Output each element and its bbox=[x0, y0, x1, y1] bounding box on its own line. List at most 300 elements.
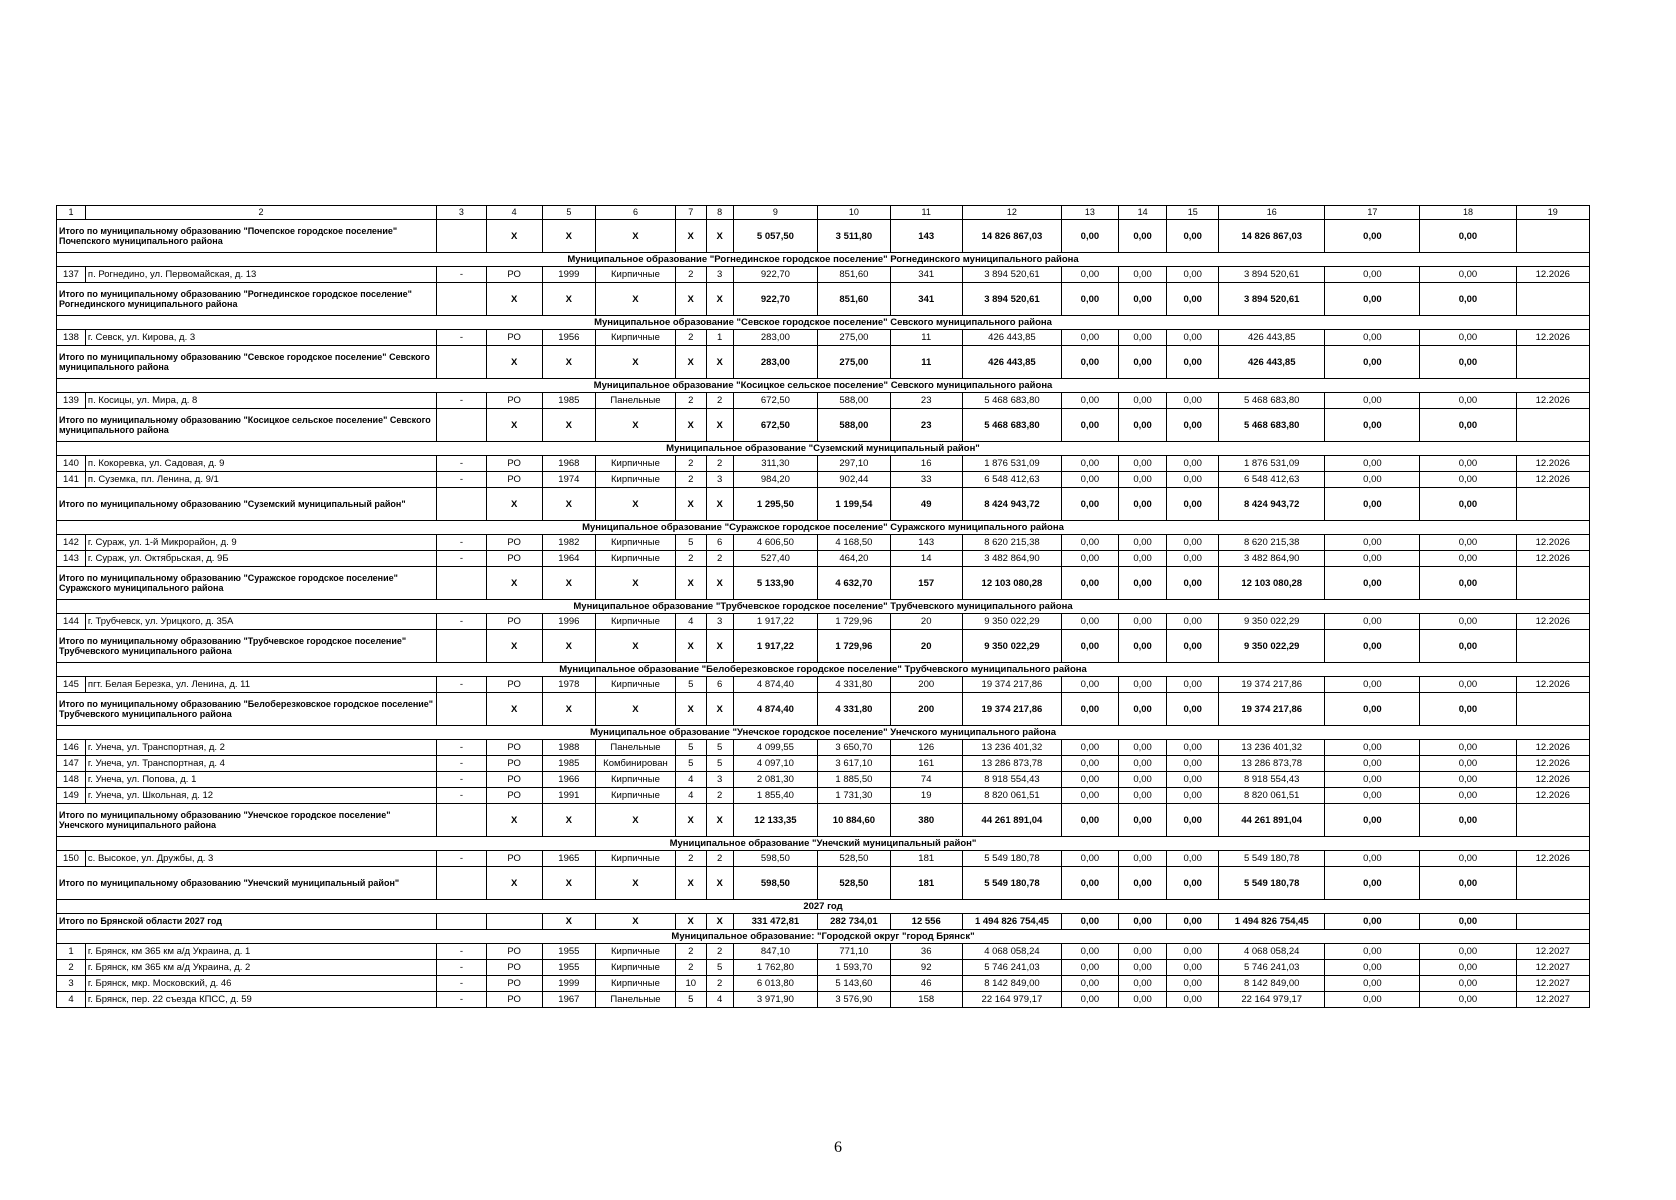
table-cell: 6 bbox=[596, 206, 676, 220]
table-cell: 1 593,70 bbox=[818, 960, 890, 976]
table-cell: 146 bbox=[57, 740, 86, 756]
table-cell: Кирпичные bbox=[596, 535, 676, 551]
table-cell: 0,00 bbox=[1118, 393, 1167, 409]
table-cell: 5 746 241,03 bbox=[1219, 960, 1325, 976]
table-cell: 1 bbox=[57, 206, 86, 220]
table-cell: 6 bbox=[706, 535, 733, 551]
table-cell: 2 081,30 bbox=[733, 772, 818, 788]
table-cell: 0,00 bbox=[1118, 992, 1167, 1008]
table-cell: 8 142 849,00 bbox=[1219, 976, 1325, 992]
table-cell: 984,20 bbox=[733, 472, 818, 488]
table-cell: 147 bbox=[57, 756, 86, 772]
table-cell: 0,00 bbox=[1167, 456, 1219, 472]
table-cell: X bbox=[486, 488, 542, 521]
table-cell: 598,50 bbox=[733, 851, 818, 867]
table-cell: п. Рогнедино, ул. Первомайская, д. 13 bbox=[85, 267, 436, 283]
table-cell: 0,00 bbox=[1420, 788, 1516, 804]
table-cell: 2 bbox=[675, 330, 706, 346]
table-cell: 0,00 bbox=[1420, 393, 1516, 409]
table-cell: 0,00 bbox=[1167, 992, 1219, 1008]
table-row bbox=[57, 944, 1590, 960]
table-cell: 0,00 bbox=[1325, 960, 1420, 976]
table-cell: 0,00 bbox=[1325, 851, 1420, 867]
table-cell: 0,00 bbox=[1118, 456, 1167, 472]
subtotal-row bbox=[57, 630, 1590, 663]
table-cell: 1965 bbox=[542, 851, 596, 867]
table-cell: 23 bbox=[890, 393, 962, 409]
table-cell: X bbox=[675, 914, 706, 930]
table-cell: 5 bbox=[675, 677, 706, 693]
table-cell: 36 bbox=[890, 944, 962, 960]
table-cell: X bbox=[542, 693, 596, 726]
table-cell: п. Кокоревка, ул. Садовая, д. 9 bbox=[85, 456, 436, 472]
table-cell: 12.2026 bbox=[1516, 614, 1590, 630]
table-cell: 0,00 bbox=[1420, 867, 1516, 900]
table-cell: - bbox=[437, 976, 487, 992]
table-cell: 9 350 022,29 bbox=[962, 614, 1061, 630]
table-cell: 4 874,40 bbox=[733, 677, 818, 693]
table-cell: 0,00 bbox=[1420, 630, 1516, 663]
table-cell: 0,00 bbox=[1118, 346, 1167, 379]
table-cell: 19 374 217,86 bbox=[1219, 677, 1325, 693]
table-cell: Кирпичные bbox=[596, 330, 676, 346]
table-cell: 4 bbox=[675, 788, 706, 804]
table-cell: 14 826 867,03 bbox=[962, 220, 1061, 253]
table-cell: с. Высокое, ул. Дружбы, д. 3 bbox=[85, 851, 436, 867]
table-cell: Кирпичные bbox=[596, 267, 676, 283]
table-cell: 0,00 bbox=[1167, 567, 1219, 600]
table-cell: 0,00 bbox=[1420, 851, 1516, 867]
table-cell: X bbox=[542, 804, 596, 837]
table-cell: 148 bbox=[57, 772, 86, 788]
table-cell: 771,10 bbox=[818, 944, 890, 960]
table-cell: 200 bbox=[890, 693, 962, 726]
table-cell: 0,00 bbox=[1325, 788, 1420, 804]
table-cell: Итого по муниципальному образованию "Почепское городское поселение" Почепского муниципального района bbox=[57, 220, 437, 253]
table-cell: 0,00 bbox=[1062, 535, 1119, 551]
section-heading-row bbox=[57, 600, 1590, 614]
table-cell: г. Брянск, км 365 км а/д Украина, д. 2 bbox=[85, 960, 436, 976]
table-cell: 2027 год bbox=[57, 900, 1590, 914]
table-cell: 0,00 bbox=[1167, 756, 1219, 772]
table-cell: 0,00 bbox=[1325, 740, 1420, 756]
table-cell: X bbox=[675, 804, 706, 837]
table-cell: 4 606,50 bbox=[733, 535, 818, 551]
table-cell: X bbox=[675, 567, 706, 600]
table-cell: 0,00 bbox=[1118, 944, 1167, 960]
table-cell: 11 bbox=[890, 206, 962, 220]
table-cell: 1988 bbox=[542, 740, 596, 756]
table-cell: 12.2026 bbox=[1516, 330, 1590, 346]
table-cell: 0,00 bbox=[1167, 867, 1219, 900]
subtotal-row bbox=[57, 283, 1590, 316]
table-cell: 0,00 bbox=[1118, 851, 1167, 867]
table-cell: 13 236 401,32 bbox=[962, 740, 1061, 756]
table-cell: 6 548 412,63 bbox=[962, 472, 1061, 488]
table-cell: 0,00 bbox=[1325, 220, 1420, 253]
table-cell: 341 bbox=[890, 267, 962, 283]
table-cell: РО bbox=[486, 551, 542, 567]
table-cell: 1 876 531,09 bbox=[1219, 456, 1325, 472]
table-cell: 0,00 bbox=[1167, 472, 1219, 488]
table-cell: 380 bbox=[890, 804, 962, 837]
table-cell: 283,00 bbox=[733, 346, 818, 379]
table-cell: Кирпичные bbox=[596, 551, 676, 567]
table-cell: 142 bbox=[57, 535, 86, 551]
table-cell: 0,00 bbox=[1325, 772, 1420, 788]
table-cell bbox=[1516, 914, 1590, 930]
table-cell: 2 bbox=[706, 456, 733, 472]
table-cell: 0,00 bbox=[1062, 693, 1119, 726]
grand-total-row bbox=[57, 914, 1590, 930]
table-cell: 0,00 bbox=[1062, 346, 1119, 379]
table-cell: 0,00 bbox=[1167, 693, 1219, 726]
table-cell: X bbox=[542, 346, 596, 379]
table-cell: 1 729,96 bbox=[818, 614, 890, 630]
table-cell: 1 917,22 bbox=[733, 614, 818, 630]
table-cell: 331 472,81 bbox=[733, 914, 818, 930]
table-cell: 0,00 bbox=[1325, 693, 1420, 726]
table-cell: 0,00 bbox=[1062, 804, 1119, 837]
table-cell: Муниципальное образование "Трубчевское городское поселение" Трубчевского муниципального района bbox=[57, 600, 1590, 614]
table-cell: 0,00 bbox=[1420, 283, 1516, 316]
table-cell: 528,50 bbox=[818, 867, 890, 900]
table-cell: 12 103 080,28 bbox=[1219, 567, 1325, 600]
table-cell: 0,00 bbox=[1420, 472, 1516, 488]
table-cell: 0,00 bbox=[1420, 614, 1516, 630]
table-cell bbox=[1516, 630, 1590, 663]
table-cell: 14 bbox=[890, 551, 962, 567]
table-cell: 2 bbox=[675, 551, 706, 567]
table-cell: 4 bbox=[675, 614, 706, 630]
table-cell: 5 bbox=[706, 756, 733, 772]
table-cell: 598,50 bbox=[733, 867, 818, 900]
table-cell: 13 286 873,78 bbox=[1219, 756, 1325, 772]
table-cell: 145 bbox=[57, 677, 86, 693]
table-cell: 922,70 bbox=[733, 267, 818, 283]
table-cell: Муниципальное образование "Унечский муниципальный район" bbox=[57, 837, 1590, 851]
table-cell: X bbox=[706, 804, 733, 837]
table-cell: X bbox=[486, 409, 542, 442]
table-cell: - bbox=[437, 756, 487, 772]
table-cell: 9 350 022,29 bbox=[962, 630, 1061, 663]
table-cell: X bbox=[486, 346, 542, 379]
table-cell bbox=[437, 804, 487, 837]
table-cell: 0,00 bbox=[1325, 267, 1420, 283]
table-cell: г. Брянск, мкр. Московский, д. 46 bbox=[85, 976, 436, 992]
table-cell: 16 bbox=[890, 456, 962, 472]
table-cell: 0,00 bbox=[1420, 914, 1516, 930]
subtotal-row bbox=[57, 867, 1590, 900]
table-cell: 7 bbox=[675, 206, 706, 220]
table-cell: 0,00 bbox=[1420, 976, 1516, 992]
table-cell: 0,00 bbox=[1062, 614, 1119, 630]
table-cell: 0,00 bbox=[1062, 756, 1119, 772]
table-cell: Итого по муниципальному образованию "Унечский муниципальный район" bbox=[57, 867, 437, 900]
table-cell: 0,00 bbox=[1325, 330, 1420, 346]
table-cell: X bbox=[675, 630, 706, 663]
table-cell: 2 bbox=[706, 551, 733, 567]
table-cell: X bbox=[675, 867, 706, 900]
table-cell: 1 295,50 bbox=[733, 488, 818, 521]
table-cell: 851,60 bbox=[818, 267, 890, 283]
table-cell: 10 bbox=[675, 976, 706, 992]
table-cell: 4 874,40 bbox=[733, 693, 818, 726]
table-cell: 0,00 bbox=[1062, 551, 1119, 567]
table-cell: X bbox=[706, 867, 733, 900]
table-cell: X bbox=[596, 630, 676, 663]
table-cell: 0,00 bbox=[1062, 772, 1119, 788]
table-cell: 0,00 bbox=[1062, 788, 1119, 804]
table-cell bbox=[1516, 283, 1590, 316]
table-cell: 0,00 bbox=[1325, 456, 1420, 472]
table-cell: 0,00 bbox=[1118, 630, 1167, 663]
table-cell: X bbox=[542, 409, 596, 442]
table-row bbox=[57, 976, 1590, 992]
table-cell: 3 576,90 bbox=[818, 992, 890, 1008]
table-cell: 3 650,70 bbox=[818, 740, 890, 756]
table-cell: 33 bbox=[890, 472, 962, 488]
table-cell: 6 013,80 bbox=[733, 976, 818, 992]
table-cell: 0,00 bbox=[1118, 740, 1167, 756]
subtotal-row bbox=[57, 220, 1590, 253]
table-cell: 0,00 bbox=[1062, 393, 1119, 409]
table-cell: 13 236 401,32 bbox=[1219, 740, 1325, 756]
table-cell: 0,00 bbox=[1167, 788, 1219, 804]
table-cell: X bbox=[542, 867, 596, 900]
table-cell: г. Унеча, ул. Попова, д. 1 bbox=[85, 772, 436, 788]
table-cell: РО bbox=[486, 976, 542, 992]
table-cell: 0,00 bbox=[1325, 346, 1420, 379]
table-body bbox=[57, 206, 1590, 1008]
table-cell: 0,00 bbox=[1167, 283, 1219, 316]
section-heading-row bbox=[57, 930, 1590, 944]
table-cell: 5 468 683,80 bbox=[1219, 409, 1325, 442]
table-cell: 0,00 bbox=[1325, 567, 1420, 600]
table-cell: 138 bbox=[57, 330, 86, 346]
table-cell: 5 bbox=[675, 740, 706, 756]
table-cell: 12.2026 bbox=[1516, 456, 1590, 472]
table-cell: 311,30 bbox=[733, 456, 818, 472]
table-cell: X bbox=[706, 283, 733, 316]
table-cell: X bbox=[706, 488, 733, 521]
table-row bbox=[57, 740, 1590, 756]
table-cell: 0,00 bbox=[1118, 488, 1167, 521]
table-cell: X bbox=[596, 693, 676, 726]
table-cell: 464,20 bbox=[818, 551, 890, 567]
table-cell: 12.2026 bbox=[1516, 772, 1590, 788]
table-cell: 0,00 bbox=[1062, 944, 1119, 960]
table-cell: 2 bbox=[675, 944, 706, 960]
table-cell: X bbox=[596, 409, 676, 442]
table-cell: 4 168,50 bbox=[818, 535, 890, 551]
table-cell: 4 068 058,24 bbox=[962, 944, 1061, 960]
table-cell: 157 bbox=[890, 567, 962, 600]
table-cell: пгт. Белая Березка, ул. Ленина, д. 11 bbox=[85, 677, 436, 693]
table-cell: Итого по муниципальному образованию "Унечское городское поселение" Унечского муниципального района bbox=[57, 804, 437, 837]
table-cell: РО bbox=[486, 772, 542, 788]
table-row bbox=[57, 788, 1590, 804]
table-cell: X bbox=[706, 914, 733, 930]
table-cell: 0,00 bbox=[1167, 330, 1219, 346]
table-cell: 44 261 891,04 bbox=[962, 804, 1061, 837]
table-cell: 126 bbox=[890, 740, 962, 756]
table-cell: 5 549 180,78 bbox=[1219, 851, 1325, 867]
table-cell: 0,00 bbox=[1062, 960, 1119, 976]
table-cell: г. Сураж, ул. Октябрьская, д. 9Б bbox=[85, 551, 436, 567]
table-cell: 3 bbox=[437, 206, 487, 220]
subtotal-row bbox=[57, 346, 1590, 379]
table-cell: Муниципальное образование "Унечское городское поселение" Унечского муниципального района bbox=[57, 726, 1590, 740]
table-cell: 5 bbox=[706, 740, 733, 756]
table-cell: 0,00 bbox=[1167, 220, 1219, 253]
table-cell: 2 bbox=[706, 976, 733, 992]
table-cell: 0,00 bbox=[1118, 976, 1167, 992]
table-cell: 6 bbox=[706, 677, 733, 693]
table-cell: Итого по муниципальному образованию "Косицкое сельское поселение" Севского муниципального района bbox=[57, 409, 437, 442]
table-cell: 0,00 bbox=[1420, 992, 1516, 1008]
table-cell: 0,00 bbox=[1325, 914, 1420, 930]
table-cell: 74 bbox=[890, 772, 962, 788]
table-cell: 282 734,01 bbox=[818, 914, 890, 930]
table-cell: 0,00 bbox=[1118, 914, 1167, 930]
table-cell: 0,00 bbox=[1325, 756, 1420, 772]
table-cell: 0,00 bbox=[1167, 677, 1219, 693]
table-cell bbox=[437, 488, 487, 521]
table-cell: X bbox=[596, 804, 676, 837]
table-cell: 12.2026 bbox=[1516, 756, 1590, 772]
table-cell: 11 bbox=[890, 330, 962, 346]
table-cell: 12 bbox=[962, 206, 1061, 220]
table-cell: 0,00 bbox=[1062, 867, 1119, 900]
table-row bbox=[57, 756, 1590, 772]
table-cell: 8 bbox=[706, 206, 733, 220]
table-cell: 426 443,85 bbox=[962, 346, 1061, 379]
table-cell: 3 bbox=[57, 976, 86, 992]
table-cell: 158 bbox=[890, 992, 962, 1008]
table-cell: 1 855,40 bbox=[733, 788, 818, 804]
table-cell: 46 bbox=[890, 976, 962, 992]
table-cell: РО bbox=[486, 330, 542, 346]
table-cell: 1968 bbox=[542, 456, 596, 472]
table-cell: X bbox=[706, 567, 733, 600]
table-cell bbox=[1516, 409, 1590, 442]
table-cell: 0,00 bbox=[1118, 409, 1167, 442]
table-cell: X bbox=[596, 220, 676, 253]
table-cell: г. Сураж, ул. 1-й Микрорайон, д. 9 bbox=[85, 535, 436, 551]
table-row bbox=[57, 992, 1590, 1008]
table-cell: г. Унеча, ул. Транспортная, д. 4 bbox=[85, 756, 436, 772]
table-cell: 283,00 bbox=[733, 330, 818, 346]
table-cell: 12.2026 bbox=[1516, 851, 1590, 867]
table-cell: 92 bbox=[890, 960, 962, 976]
table-row bbox=[57, 772, 1590, 788]
table-cell: 1 917,22 bbox=[733, 630, 818, 663]
table-cell: Итого по Брянской области 2027 год bbox=[57, 914, 437, 930]
table-cell: 1999 bbox=[542, 976, 596, 992]
table-row bbox=[57, 614, 1590, 630]
table-cell: 19 374 217,86 bbox=[962, 693, 1061, 726]
table-cell: 12.2027 bbox=[1516, 944, 1590, 960]
table-cell: X bbox=[542, 567, 596, 600]
table-cell: 0,00 bbox=[1062, 914, 1119, 930]
table-cell: 0,00 bbox=[1420, 346, 1516, 379]
table-cell: 5 bbox=[675, 535, 706, 551]
table-cell: X bbox=[596, 914, 676, 930]
table-cell: 0,00 bbox=[1325, 535, 1420, 551]
table-cell: 0,00 bbox=[1420, 804, 1516, 837]
table-cell: 12 133,35 bbox=[733, 804, 818, 837]
table-cell: Итого по муниципальному образованию "Суражское городское поселение" Суражского муниципального района bbox=[57, 567, 437, 600]
table-cell: 0,00 bbox=[1420, 693, 1516, 726]
table-cell: 8 424 943,72 bbox=[962, 488, 1061, 521]
table-cell: - bbox=[437, 393, 487, 409]
table-cell: 49 bbox=[890, 488, 962, 521]
table-cell: 143 bbox=[57, 551, 86, 567]
table-cell: 4 097,10 bbox=[733, 756, 818, 772]
table-cell bbox=[437, 867, 487, 900]
table-cell: 0,00 bbox=[1062, 677, 1119, 693]
table-cell: 143 bbox=[890, 535, 962, 551]
table-cell bbox=[437, 283, 487, 316]
table-cell: 12.2026 bbox=[1516, 551, 1590, 567]
table-cell: 5 bbox=[706, 960, 733, 976]
table-row bbox=[57, 677, 1590, 693]
table-cell: - bbox=[437, 456, 487, 472]
table-cell: 2 bbox=[57, 960, 86, 976]
table-cell: РО bbox=[486, 472, 542, 488]
table-cell: 12 556 bbox=[890, 914, 962, 930]
table-cell: 0,00 bbox=[1167, 614, 1219, 630]
table-cell: 0,00 bbox=[1118, 756, 1167, 772]
table-cell: 0,00 bbox=[1420, 772, 1516, 788]
table-cell: 12.2026 bbox=[1516, 535, 1590, 551]
table-cell: 0,00 bbox=[1420, 677, 1516, 693]
table-cell: X bbox=[486, 693, 542, 726]
table-cell: 5 bbox=[675, 992, 706, 1008]
table-cell: 13 bbox=[1062, 206, 1119, 220]
table-cell: 0,00 bbox=[1325, 614, 1420, 630]
table-cell: X bbox=[486, 567, 542, 600]
table-cell: 0,00 bbox=[1167, 630, 1219, 663]
table-cell: Кирпичные bbox=[596, 944, 676, 960]
table-cell bbox=[1516, 488, 1590, 521]
table-cell: X bbox=[596, 283, 676, 316]
table-cell bbox=[486, 914, 542, 930]
table-cell: 2 bbox=[675, 267, 706, 283]
year-heading-row bbox=[57, 900, 1590, 914]
table-cell: 0,00 bbox=[1118, 772, 1167, 788]
table-cell: 4 bbox=[706, 992, 733, 1008]
table-cell: 4 632,70 bbox=[818, 567, 890, 600]
table-cell: РО bbox=[486, 992, 542, 1008]
table-cell: 44 261 891,04 bbox=[1219, 804, 1325, 837]
table-cell: 2 bbox=[675, 456, 706, 472]
table-cell: 0,00 bbox=[1167, 976, 1219, 992]
table-row bbox=[57, 551, 1590, 567]
table-cell: 9 bbox=[733, 206, 818, 220]
table-cell: - bbox=[437, 992, 487, 1008]
table-cell: 200 bbox=[890, 677, 962, 693]
section-heading-row bbox=[57, 253, 1590, 267]
table-cell: Муниципальное образование "Суземский муниципальный район" bbox=[57, 442, 1590, 456]
table-cell: 0,00 bbox=[1118, 677, 1167, 693]
table-cell: 0,00 bbox=[1118, 330, 1167, 346]
table-cell: 14 bbox=[1118, 206, 1167, 220]
table-cell: 0,00 bbox=[1325, 283, 1420, 316]
table-cell: 1985 bbox=[542, 393, 596, 409]
table-cell: 0,00 bbox=[1118, 804, 1167, 837]
